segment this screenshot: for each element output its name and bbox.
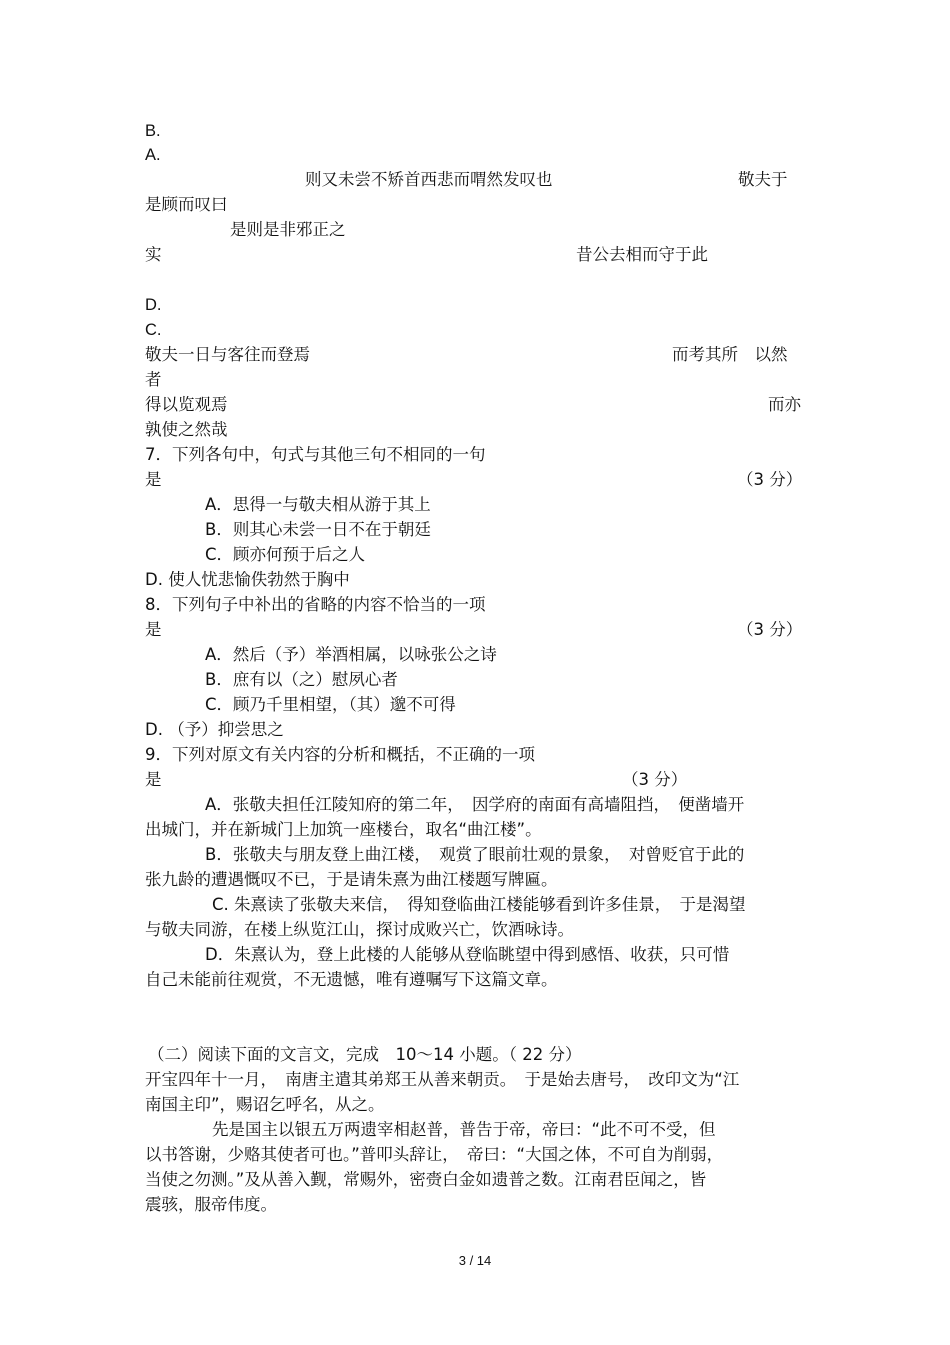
- option-a-right-text: 敬夫于: [738, 170, 788, 189]
- q7-stem: 7．下列各句中，句式与其他三句不相同的一句: [145, 445, 486, 464]
- passage-p2-line1: 先是国主以银五万两遗宰相赵普，普告于帝，帝曰：“此不可不受，但: [212, 1120, 716, 1139]
- q8-option-d: D. （予）抑尝思之: [145, 720, 284, 739]
- q8-option-b: B．庶有以（之）慰夙心者: [205, 670, 398, 689]
- option-c-text: 敬夫一日与客往而登焉: [145, 345, 310, 364]
- q7-option-a: A．思得一与敬夫相从游于其上: [205, 495, 431, 514]
- q9-score: （3 分）: [622, 770, 688, 789]
- q9-option-c-line1: C. 朱熹读了张敬夫来信， 得知登临曲江楼能够看到许多佳景， 于是渴望: [212, 895, 746, 914]
- option-b-continuation: 实: [145, 245, 162, 264]
- q9-stem-end: 是: [145, 770, 162, 789]
- passage-p2-line2: 以书答谢，少赂其使者可也。”普叩头辞让， 帝曰：“大国之体，不可自为削弱，: [145, 1145, 724, 1164]
- q8-score: （3 分）: [737, 620, 803, 639]
- option-c-continuation: 者: [145, 370, 162, 389]
- passage-p1-line1: 开宝四年十一月， 南唐主遣其弟郑王从善来朝贡。 于是始去唐号， 改印文为“江: [145, 1070, 740, 1089]
- passage-p2-line3: 当使之勿测。”及从善入觐，常赐外，密赍白金如遗普之数。江南君臣闻之，皆: [145, 1170, 707, 1189]
- q7-option-b: B．则其心未尝一日不在于朝廷: [205, 520, 431, 539]
- passage-p2-line4: 震骇，服帝伟度。: [145, 1195, 277, 1214]
- q7-score: （3 分）: [737, 470, 803, 489]
- q7-option-d: D. 使人忧悲愉佚勃然于胸中: [145, 570, 350, 589]
- option-c-marker: C.: [145, 321, 162, 339]
- q9-option-a-line1: A．张敬夫担任江陵知府的第二年， 因学府的南面有高墙阻挡， 便凿墙开: [205, 795, 745, 814]
- passage-p1-line2: 南国主印”，赐诏乞呼名，从之。: [145, 1095, 385, 1114]
- section2-heading: （二）阅读下面的文言文，完成 10～14 小题。（ 22 分）: [148, 1045, 582, 1064]
- q9-option-c-line2: 与敬夫同游，在楼上纵览江山，探讨成败兴亡，饮酒咏诗。: [145, 920, 574, 939]
- q9-option-a-line2: 出城门，并在新城门上加筑一座楼台，取名“曲江楼”。: [145, 820, 542, 839]
- q7-option-c: C．顾亦何预于后之人: [205, 545, 366, 564]
- option-a-text: 则又未尝不矫首西悲而喟然发叹也: [305, 170, 553, 189]
- q8-option-a: A．然后（予）举酒相属，以咏张公之诗: [205, 645, 497, 664]
- option-b-marker: B.: [145, 122, 161, 140]
- q8-option-c: C．顾乃千里相望，（其）邈不可得: [205, 695, 456, 714]
- option-d-continuation: 孰使之然哉: [145, 420, 228, 439]
- q9-option-d-line1: D．朱熹认为，登上此楼的人能够从登临眺望中得到感悟、收获，只可惜: [205, 945, 730, 964]
- option-a-marker: A.: [145, 146, 161, 164]
- q7-stem-end: 是: [145, 470, 162, 489]
- option-d-right-text: 而亦: [768, 395, 801, 414]
- q9-option-d-line2: 自己未能前往观赏，不无遗憾，唯有遵嘱写下这篇文章。: [145, 970, 558, 989]
- q8-stem: 8．下列句子中补出的省略的内容不恰当的一项: [145, 595, 486, 614]
- option-d-marker: D.: [145, 296, 162, 314]
- q9-stem: 9．下列对原文有关内容的分析和概括，不正确的一项: [145, 745, 535, 764]
- q9-option-b-line1: B．张敬夫与朋友登上曲江楼， 观赏了眼前壮观的景象， 对曾贬官于此的: [205, 845, 745, 864]
- option-d-text: 得以览观焉: [145, 395, 228, 414]
- option-a-continuation: 是顾而叹曰: [145, 195, 228, 214]
- q9-option-b-line2: 张九龄的遭遇慨叹不已，于是请朱熹为曲江楼题写牌匾。: [145, 870, 558, 889]
- option-b-text: 是则是非邪正之: [230, 220, 346, 239]
- q8-stem-end: 是: [145, 620, 162, 639]
- option-c-right-text: 而考其所 以然: [672, 345, 788, 364]
- page-number: 3 / 14: [458, 1253, 492, 1268]
- option-b-right-text: 昔公去相而守于此: [576, 245, 708, 264]
